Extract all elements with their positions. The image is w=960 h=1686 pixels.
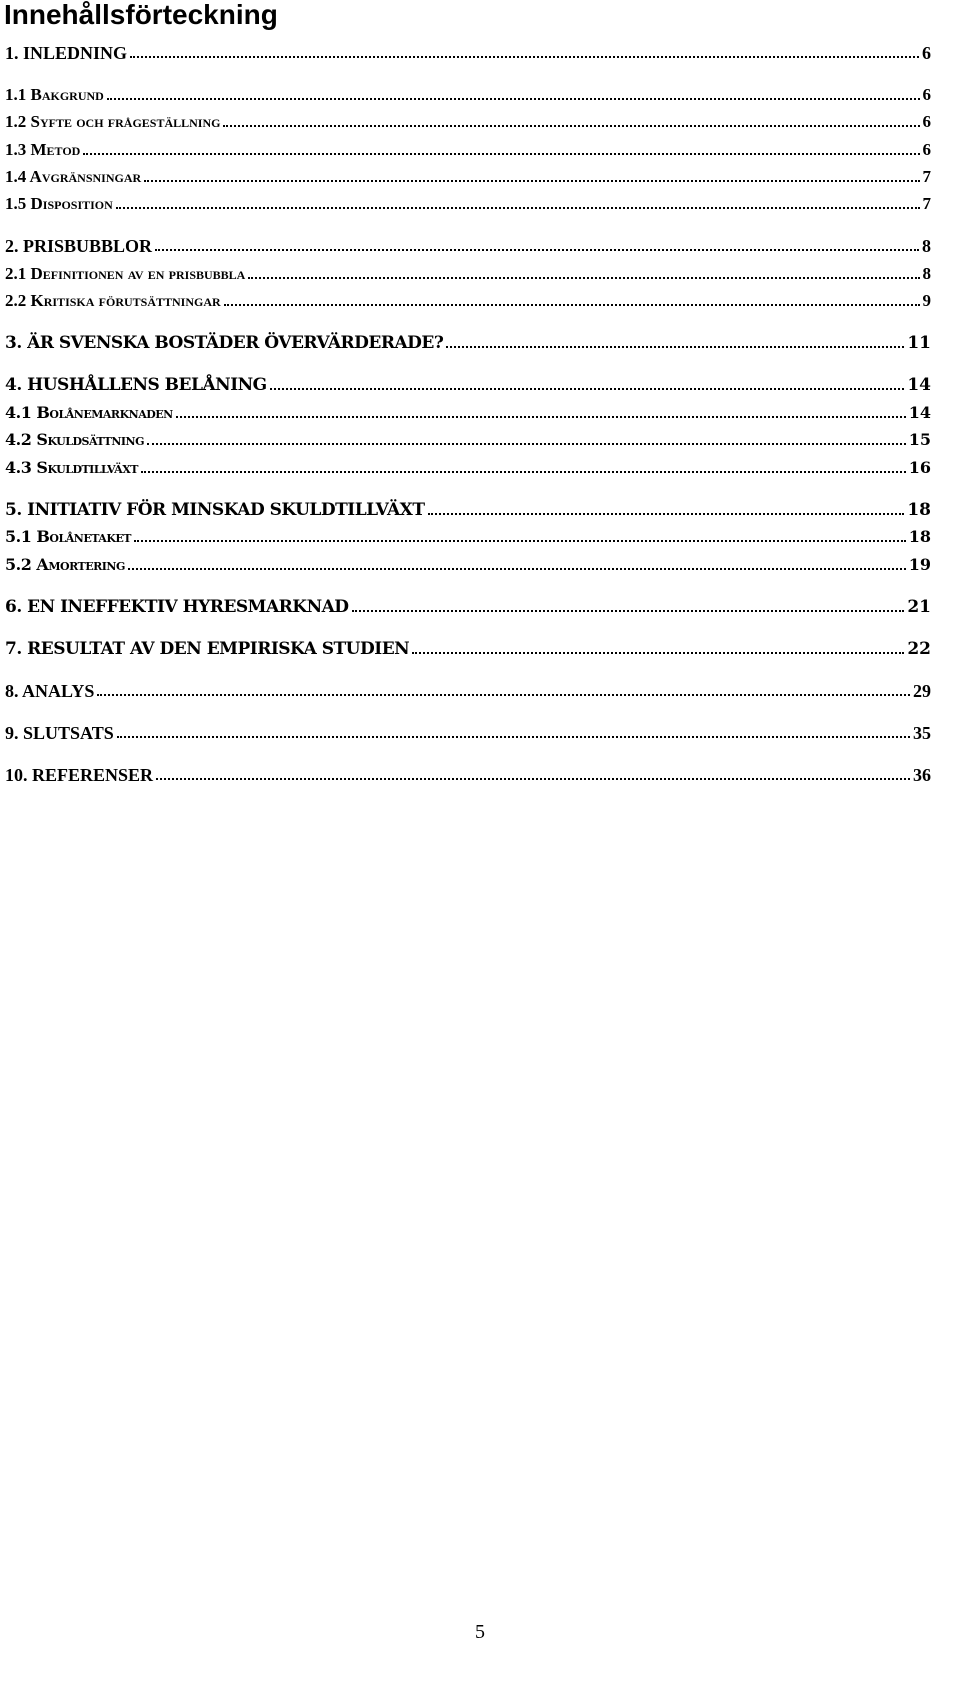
toc-dot-leader	[446, 346, 904, 348]
toc-entry-page-number: 14	[908, 403, 931, 422]
toc-dot-leader	[223, 125, 919, 127]
toc-entry-title: 10. REFERENSER	[5, 765, 154, 785]
toc-entry-title: 5.2 Amortering	[5, 555, 125, 574]
toc-entry-page-number: 8	[922, 236, 931, 256]
toc-dot-leader	[97, 694, 910, 696]
toc-entry-page-number: 22	[907, 639, 931, 659]
toc-section-entry[interactable]	[5, 524, 931, 548]
toc-entry-page-number: 9	[922, 291, 931, 310]
toc-chapter-entry[interactable]	[5, 372, 931, 396]
toc-entry-page-number: 29	[913, 681, 931, 701]
toc-entry-page-number: 14	[907, 375, 931, 395]
toc-dot-leader	[412, 652, 904, 654]
toc-chapter-entry[interactable]	[5, 762, 931, 786]
toc-entry-title: 1. INLEDNING	[5, 43, 128, 63]
toc-section-entry[interactable]	[5, 261, 931, 285]
toc-dot-leader	[147, 443, 906, 445]
toc-entry-page-number: 8	[922, 264, 931, 283]
toc-dot-leader	[107, 98, 920, 100]
toc-entry-title: 1.1 Bakgrund	[5, 85, 104, 104]
toc-dot-leader	[144, 180, 919, 182]
toc-entry-page-number: 16	[908, 458, 931, 477]
toc-entry-title: 1.3 Metod	[5, 140, 81, 159]
table-of-contents	[5, 0, 931, 785]
toc-dot-leader	[141, 471, 906, 473]
toc-entry-page-number: 18	[907, 500, 931, 520]
toc-dot-leader	[83, 153, 919, 155]
toc-dot-leader	[428, 513, 905, 515]
toc-section-entry[interactable]	[5, 400, 931, 424]
toc-chapter-entry[interactable]	[5, 594, 931, 618]
toc-entry-title: 2. PRISBUBBLOR	[5, 236, 153, 256]
toc-section-entry[interactable]	[5, 137, 931, 161]
toc-chapter-entry[interactable]	[5, 720, 931, 744]
toc-entry-title: 4.3 Skuldtillväxt	[5, 458, 138, 477]
toc-entry-title: 2.2 Kritiska förutsättningar	[5, 291, 221, 310]
toc-dot-leader	[116, 207, 920, 209]
toc-dot-leader	[128, 568, 906, 570]
toc-entry-page-number: 7	[922, 167, 931, 186]
toc-entry-page-number: 6	[922, 140, 931, 159]
toc-entry-title: 1.4 Avgränsningar	[5, 167, 142, 186]
toc-section-entry[interactable]	[5, 288, 931, 312]
toc-entry-page-number: 35	[913, 723, 931, 743]
toc-section-entry[interactable]	[5, 164, 931, 188]
toc-dot-leader	[176, 416, 906, 418]
toc-entry-title: 2.1 Definitionen av en prisbubbla	[5, 264, 246, 283]
toc-chapter-entry[interactable]	[5, 233, 931, 257]
toc-entry-page-number: 6	[922, 43, 931, 63]
toc-section-entry[interactable]	[5, 427, 931, 451]
toc-entry-title: 9. SLUTSATS	[5, 723, 114, 743]
toc-entry-title: 1.5 Disposition	[5, 194, 113, 213]
toc-entry-page-number: 21	[907, 597, 931, 617]
toc-section-entry[interactable]	[5, 109, 931, 133]
toc-entry-page-number: 15	[908, 430, 931, 449]
toc-entry-title: 8. ANALYS	[5, 681, 95, 701]
toc-entry-title: 4.1 Bolånemarknaden	[5, 403, 173, 422]
toc-entry-title: 4. HUSHÅLLENS BELÅNING	[5, 375, 267, 395]
toc-entry-page-number: 18	[908, 527, 931, 546]
toc-dot-leader	[248, 277, 919, 279]
toc-chapter-entry[interactable]	[5, 40, 931, 64]
toc-section-entry[interactable]	[5, 552, 931, 576]
toc-entry-page-number: 6	[922, 112, 931, 131]
toc-entry-title: 1.2 Syfte och frågeställning	[5, 112, 221, 131]
toc-entry-title: 6. EN INEFFEKTIV HYRESMARKNAD	[5, 597, 349, 617]
toc-dot-leader	[156, 778, 910, 780]
toc-dot-leader	[134, 540, 906, 542]
toc-entry-title: 3. ÄR SVENSKA BOSTÄDER ÖVERVÄRDERADE?	[5, 333, 444, 353]
toc-entry-page-number: 36	[913, 765, 931, 785]
toc-entry-page-number: 6	[922, 85, 931, 104]
toc-dot-leader	[224, 304, 920, 306]
toc-entry-title: 7. RESULTAT AV DEN EMPIRISKA STUDIEN	[5, 639, 410, 659]
toc-entry-title: 5. INITIATIV FÖR MINSKAD SKULDTILLVÄXT	[5, 500, 425, 520]
toc-dot-leader	[270, 388, 905, 390]
toc-chapter-entry[interactable]	[5, 678, 931, 702]
toc-dot-leader	[155, 249, 919, 251]
toc-dot-leader	[352, 610, 905, 612]
toc-entry-page-number: 7	[922, 194, 931, 213]
toc-entry-title: 5.1 Bolånetaket	[5, 527, 131, 546]
toc-section-entry[interactable]	[5, 191, 931, 215]
page-title: Innehållsförteckning	[4, 0, 278, 30]
toc-entry-title: 4.2 Skuldsättning	[5, 430, 145, 449]
page-number: 5	[475, 1621, 485, 1643]
toc-chapter-entry[interactable]	[5, 636, 931, 660]
toc-dot-leader	[130, 56, 919, 58]
toc-section-entry[interactable]	[5, 82, 931, 106]
toc-entry-page-number: 11	[907, 333, 931, 353]
toc-section-entry[interactable]	[5, 455, 931, 479]
toc-entry-page-number: 19	[908, 555, 931, 574]
toc-dot-leader	[117, 736, 910, 738]
toc-chapter-entry[interactable]	[5, 330, 931, 354]
toc-chapter-entry[interactable]	[5, 497, 931, 521]
